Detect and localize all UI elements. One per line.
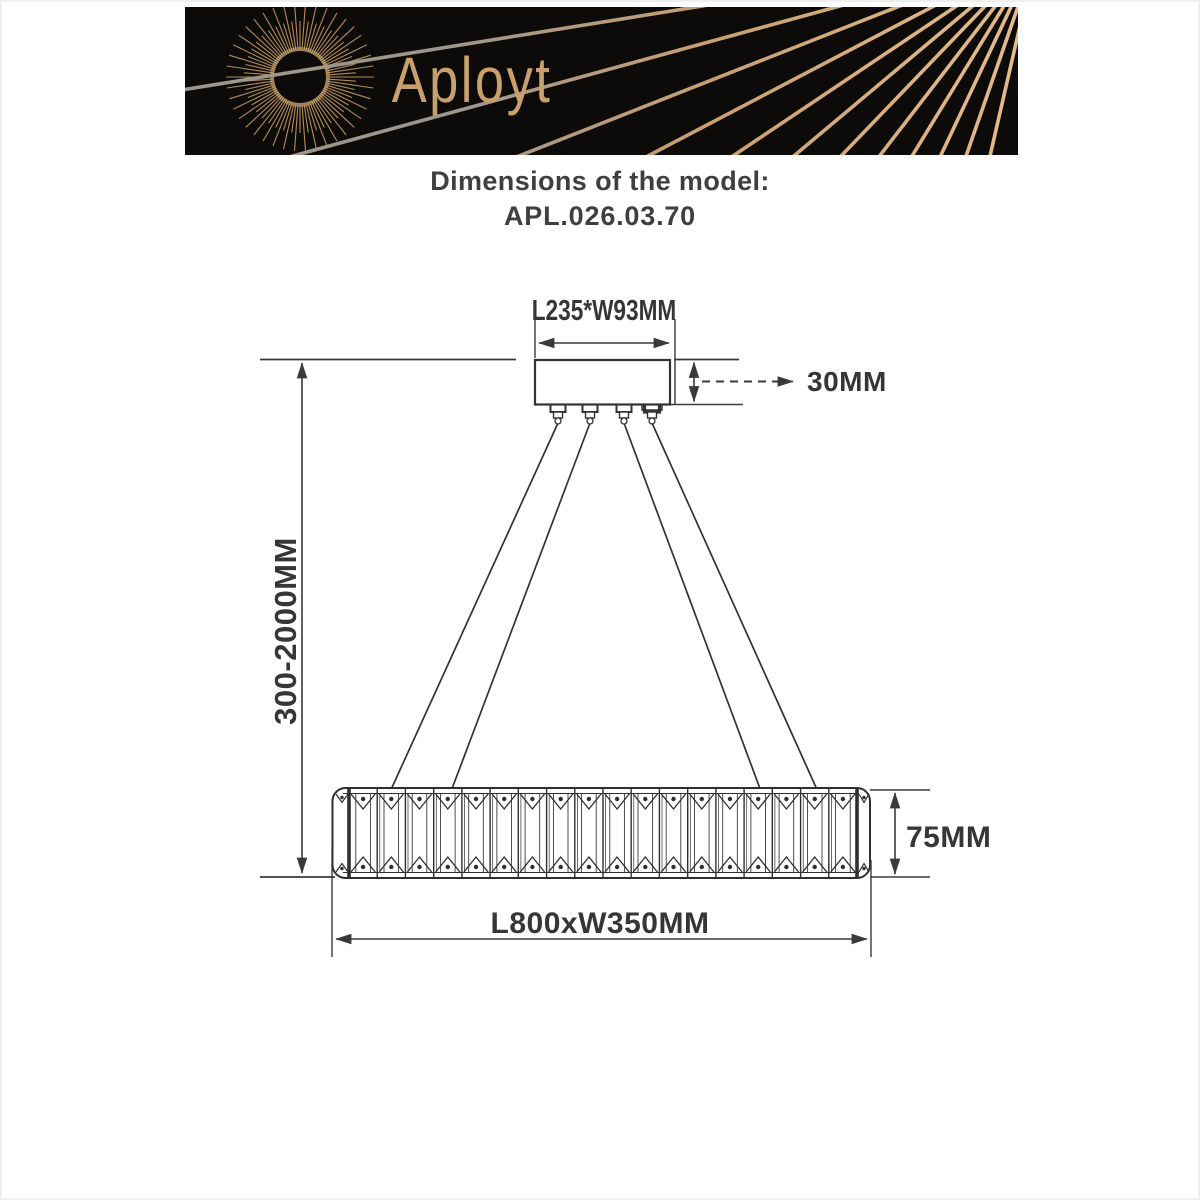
page-title: Dimensions of the model: [430, 166, 770, 196]
canopy-height-dimension [670, 363, 793, 405]
suspension-wires [389, 398, 819, 794]
brand-logo-text: Aployt [391, 45, 553, 117]
model-number: APL.026.03.70 [503, 201, 697, 231]
chandelier-body [333, 788, 871, 878]
dimension-drawing [2, 2, 1200, 1200]
body-height-label: 75MM [906, 821, 992, 854]
suspension-range-label: 300-2000MM [268, 537, 303, 725]
ceiling-canopy [535, 360, 670, 405]
crystal-band [351, 789, 855, 877]
canopy-height-label: 30MM [807, 366, 887, 397]
body-size-label: L800xW350MM [490, 907, 710, 940]
canopy-size-label: L235*W93MM [531, 293, 677, 327]
